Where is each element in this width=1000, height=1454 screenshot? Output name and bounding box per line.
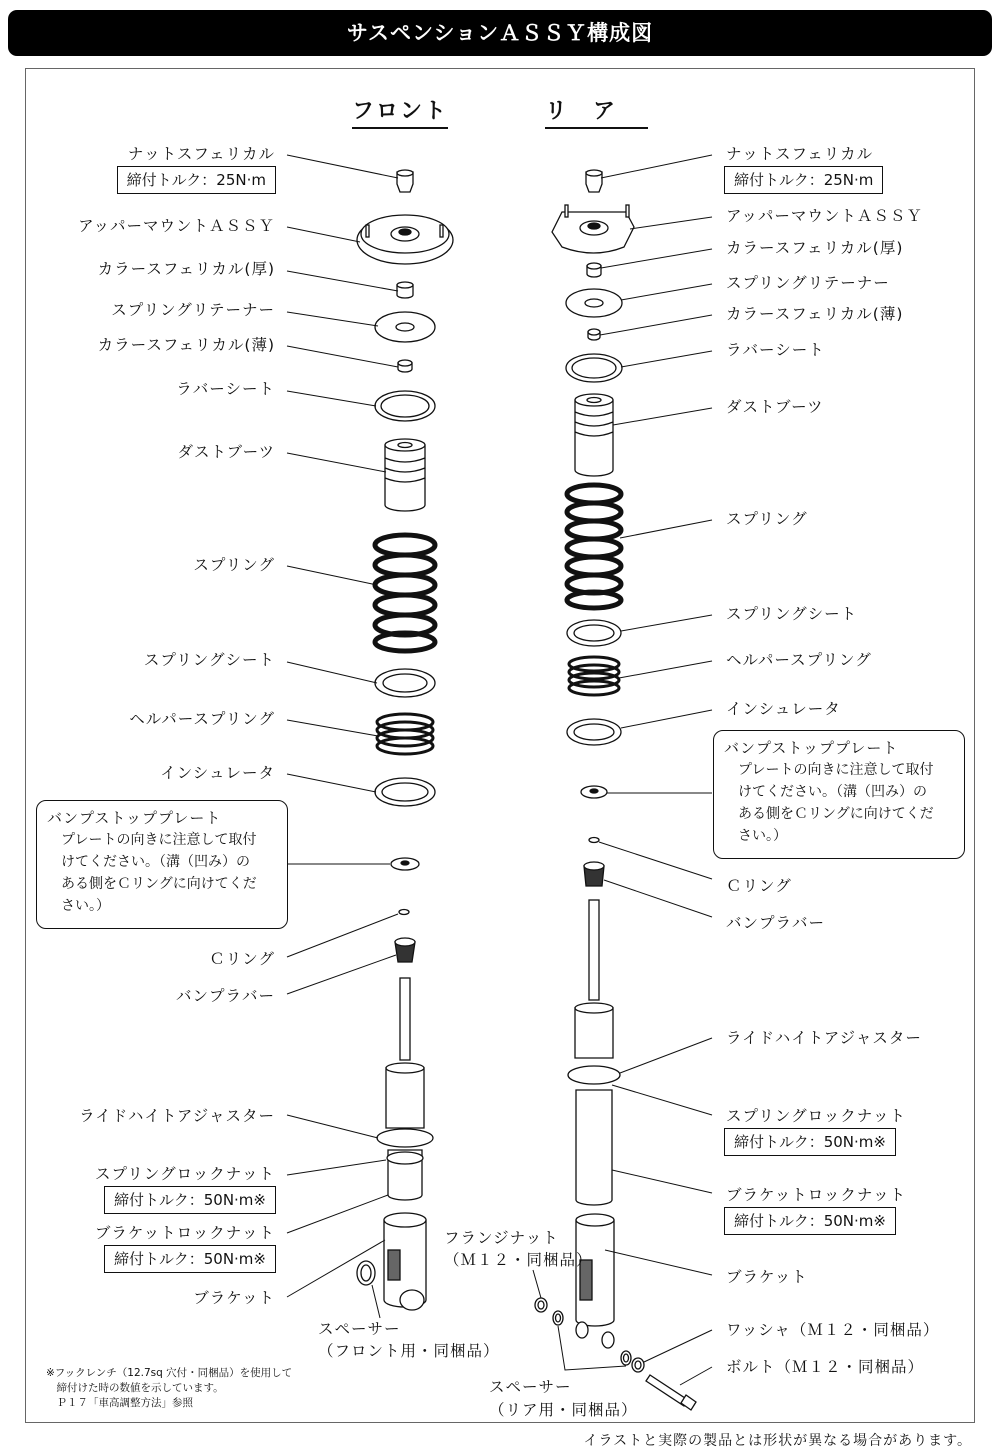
rear-spacer-label: スペーサー xyxy=(489,1378,572,1396)
front-collar-thick-label: カラースフェリカル(厚) xyxy=(97,260,275,278)
front-dust-boot-label: ダストブーツ xyxy=(177,443,275,461)
rear-c-ring-label: Ｃリング xyxy=(726,877,792,895)
front-spacer-label: スペーサー xyxy=(318,1320,401,1338)
front-bump-plate-note-title: バンプストッププレート xyxy=(47,809,222,827)
rear-spring-part xyxy=(567,485,621,608)
front-spring-lock-nut-label: スプリングロックナット xyxy=(95,1165,275,1183)
front-bump-plate-note-body: プレートの向きに注意して取付 けてください。（溝（凹み）の ある側をＣリングに向けてくだ さい。） xyxy=(61,832,257,914)
torque-footnote: ※フックレンチ（12.7sq 穴付・同梱品）を使用して 締付けた時の数値を示しています。 Ｐ１７「車高調整方法」参照 xyxy=(46,1367,293,1409)
rear-damper-part xyxy=(568,900,620,1205)
rear-collar-thick-label: カラースフェリカル(厚) xyxy=(726,239,904,257)
front-upper-mount-part xyxy=(357,215,453,264)
rear-dust-boot-part xyxy=(575,394,613,476)
rear-bump-rubber-label: バンプラバー xyxy=(726,914,826,932)
front-nut-label: ナットスフェリカル xyxy=(127,145,275,163)
front-nut-torque: 締付トルク：25N·m xyxy=(117,166,276,194)
front-bump-rubber-part xyxy=(395,938,415,962)
rear-rubber-seat-label: ラバーシート xyxy=(726,341,825,359)
rear-c-ring-part xyxy=(589,838,599,843)
front-spring-retainer-label: スプリングリテーナー xyxy=(111,301,275,319)
rear-spring-retainer-part xyxy=(566,289,622,317)
front-bump-plate-part xyxy=(391,858,419,870)
rear-spring-lock-nut-label: スプリングロックナット xyxy=(726,1107,906,1125)
front-spring-seat-part xyxy=(375,669,435,697)
rear-header: リ ア xyxy=(545,94,648,129)
front-ride-height-label: ライドハイトアジャスター xyxy=(79,1107,275,1125)
rear-bump-plate-note xyxy=(713,730,965,859)
rear-nut-label: ナットスフェリカル xyxy=(726,145,874,163)
front-nut-part xyxy=(397,170,413,192)
rear-spring-lock-torque: 締付トルク：50N·m※ xyxy=(724,1128,896,1156)
rear-helper-spring-part xyxy=(569,657,619,695)
rear-collar-thin-label: カラースフェリカル(薄) xyxy=(726,305,904,323)
rear-bracket-label: ブラケット xyxy=(726,1268,808,1286)
rear-insulator-part xyxy=(567,719,621,745)
leader-lines xyxy=(287,155,712,1385)
front-spacer-note: （フロント用・同梱品） xyxy=(318,1342,500,1360)
page-title: サスペンションＡＳＳＹ構成図 xyxy=(8,10,992,56)
rear-spring-label: スプリング xyxy=(726,510,808,528)
front-damper-part xyxy=(377,978,433,1200)
front-bracket-label: ブラケット xyxy=(193,1289,275,1307)
rear-bump-plate-note-title: バンプストッププレート xyxy=(724,739,899,757)
front-spring-seat-label: スプリングシート xyxy=(143,651,275,669)
rear-nut-part xyxy=(586,170,602,192)
front-upper-mount-label: アッパーマウントＡＳＳＹ xyxy=(78,217,275,235)
front-collar-thin-part xyxy=(398,360,412,372)
front-insulator-label: インシュレータ xyxy=(160,764,275,782)
rear-flange-nut-part xyxy=(535,1298,547,1312)
disclaimer: イラストと実際の製品とは形状が異なる場合があります。 xyxy=(583,1433,972,1449)
rear-flange-nut-note: （Ｍ１２・同梱品） xyxy=(444,1251,593,1269)
front-rubber-seat-label: ラバーシート xyxy=(176,380,275,398)
front-helper-spring-label: ヘルパースプリング xyxy=(129,710,275,728)
front-rubber-seat-part xyxy=(375,391,435,421)
rear-ride-height-label: ライドハイトアジャスター xyxy=(726,1029,922,1047)
rear-bump-rubber-part xyxy=(584,862,604,886)
front-spring-label: スプリング xyxy=(193,556,275,574)
rear-spring-seat-part xyxy=(567,620,621,646)
front-bracket-lock-nut-label: ブラケットロックナット xyxy=(94,1224,275,1242)
rear-bracket-lock-nut-label: ブラケットロックナット xyxy=(726,1186,907,1204)
rear-spring-retainer-label: スプリングリテーナー xyxy=(726,274,890,292)
front-c-ring-label: Ｃリング xyxy=(209,950,275,968)
front-header: フロント xyxy=(352,94,448,129)
rear-upper-mount-label: アッパーマウントＡＳＳＹ xyxy=(726,207,923,225)
rear-collar-thick-part xyxy=(587,263,601,277)
rear-nut-torque: 締付トルク：25N·m xyxy=(724,166,883,194)
rear-bracket-lock-torque: 締付トルク：50N·m※ xyxy=(724,1207,896,1235)
rear-upper-mount-part xyxy=(552,205,634,253)
rear-bump-plate-part xyxy=(581,786,607,798)
front-collar-thin-label: カラースフェリカル(薄) xyxy=(97,336,275,354)
rear-insulator-label: インシュレータ xyxy=(726,700,841,718)
front-bracket-part xyxy=(384,1213,426,1310)
front-spacer-part xyxy=(357,1261,375,1285)
front-spring-part xyxy=(375,535,435,651)
rear-bolt-label: ボルト（Ｍ１２・同梱品） xyxy=(726,1358,925,1376)
front-collar-thick-part xyxy=(397,282,413,298)
rear-bump-plate-note-body: プレートの向きに注意して取付 けてください。（溝（凹み）の ある側をＣリングに向けてくだ さい。） xyxy=(738,762,934,844)
front-c-ring-part xyxy=(399,910,409,915)
rear-washer-part xyxy=(632,1358,644,1372)
rear-dust-boot-label: ダストブーツ xyxy=(726,398,824,416)
front-helper-spring-part xyxy=(377,714,433,754)
front-bump-rubber-label: バンプラバー xyxy=(175,987,275,1005)
front-bracket-lock-torque: 締付トルク：50N·m※ xyxy=(104,1245,276,1273)
rear-spring-seat-label: スプリングシート xyxy=(726,605,858,623)
front-spring-lock-torque: 締付トルク：50N·m※ xyxy=(104,1186,276,1214)
front-spring-retainer-part xyxy=(375,312,435,342)
rear-collar-thin-part xyxy=(588,329,600,340)
rear-bracket-part xyxy=(576,1214,614,1348)
rear-spacer-note: （リア用・同梱品） xyxy=(489,1401,638,1419)
front-dust-boot-part xyxy=(385,439,425,511)
front-insulator-part xyxy=(375,778,435,806)
front-bump-plate-note xyxy=(36,800,288,929)
rear-helper-spring-label: ヘルパースプリング xyxy=(726,651,872,669)
rear-rubber-seat-part xyxy=(566,354,622,382)
rear-washer-label: ワッシャ（Ｍ１２・同梱品） xyxy=(726,1321,940,1339)
rear-flange-nut-label: フランジナット xyxy=(444,1229,559,1247)
